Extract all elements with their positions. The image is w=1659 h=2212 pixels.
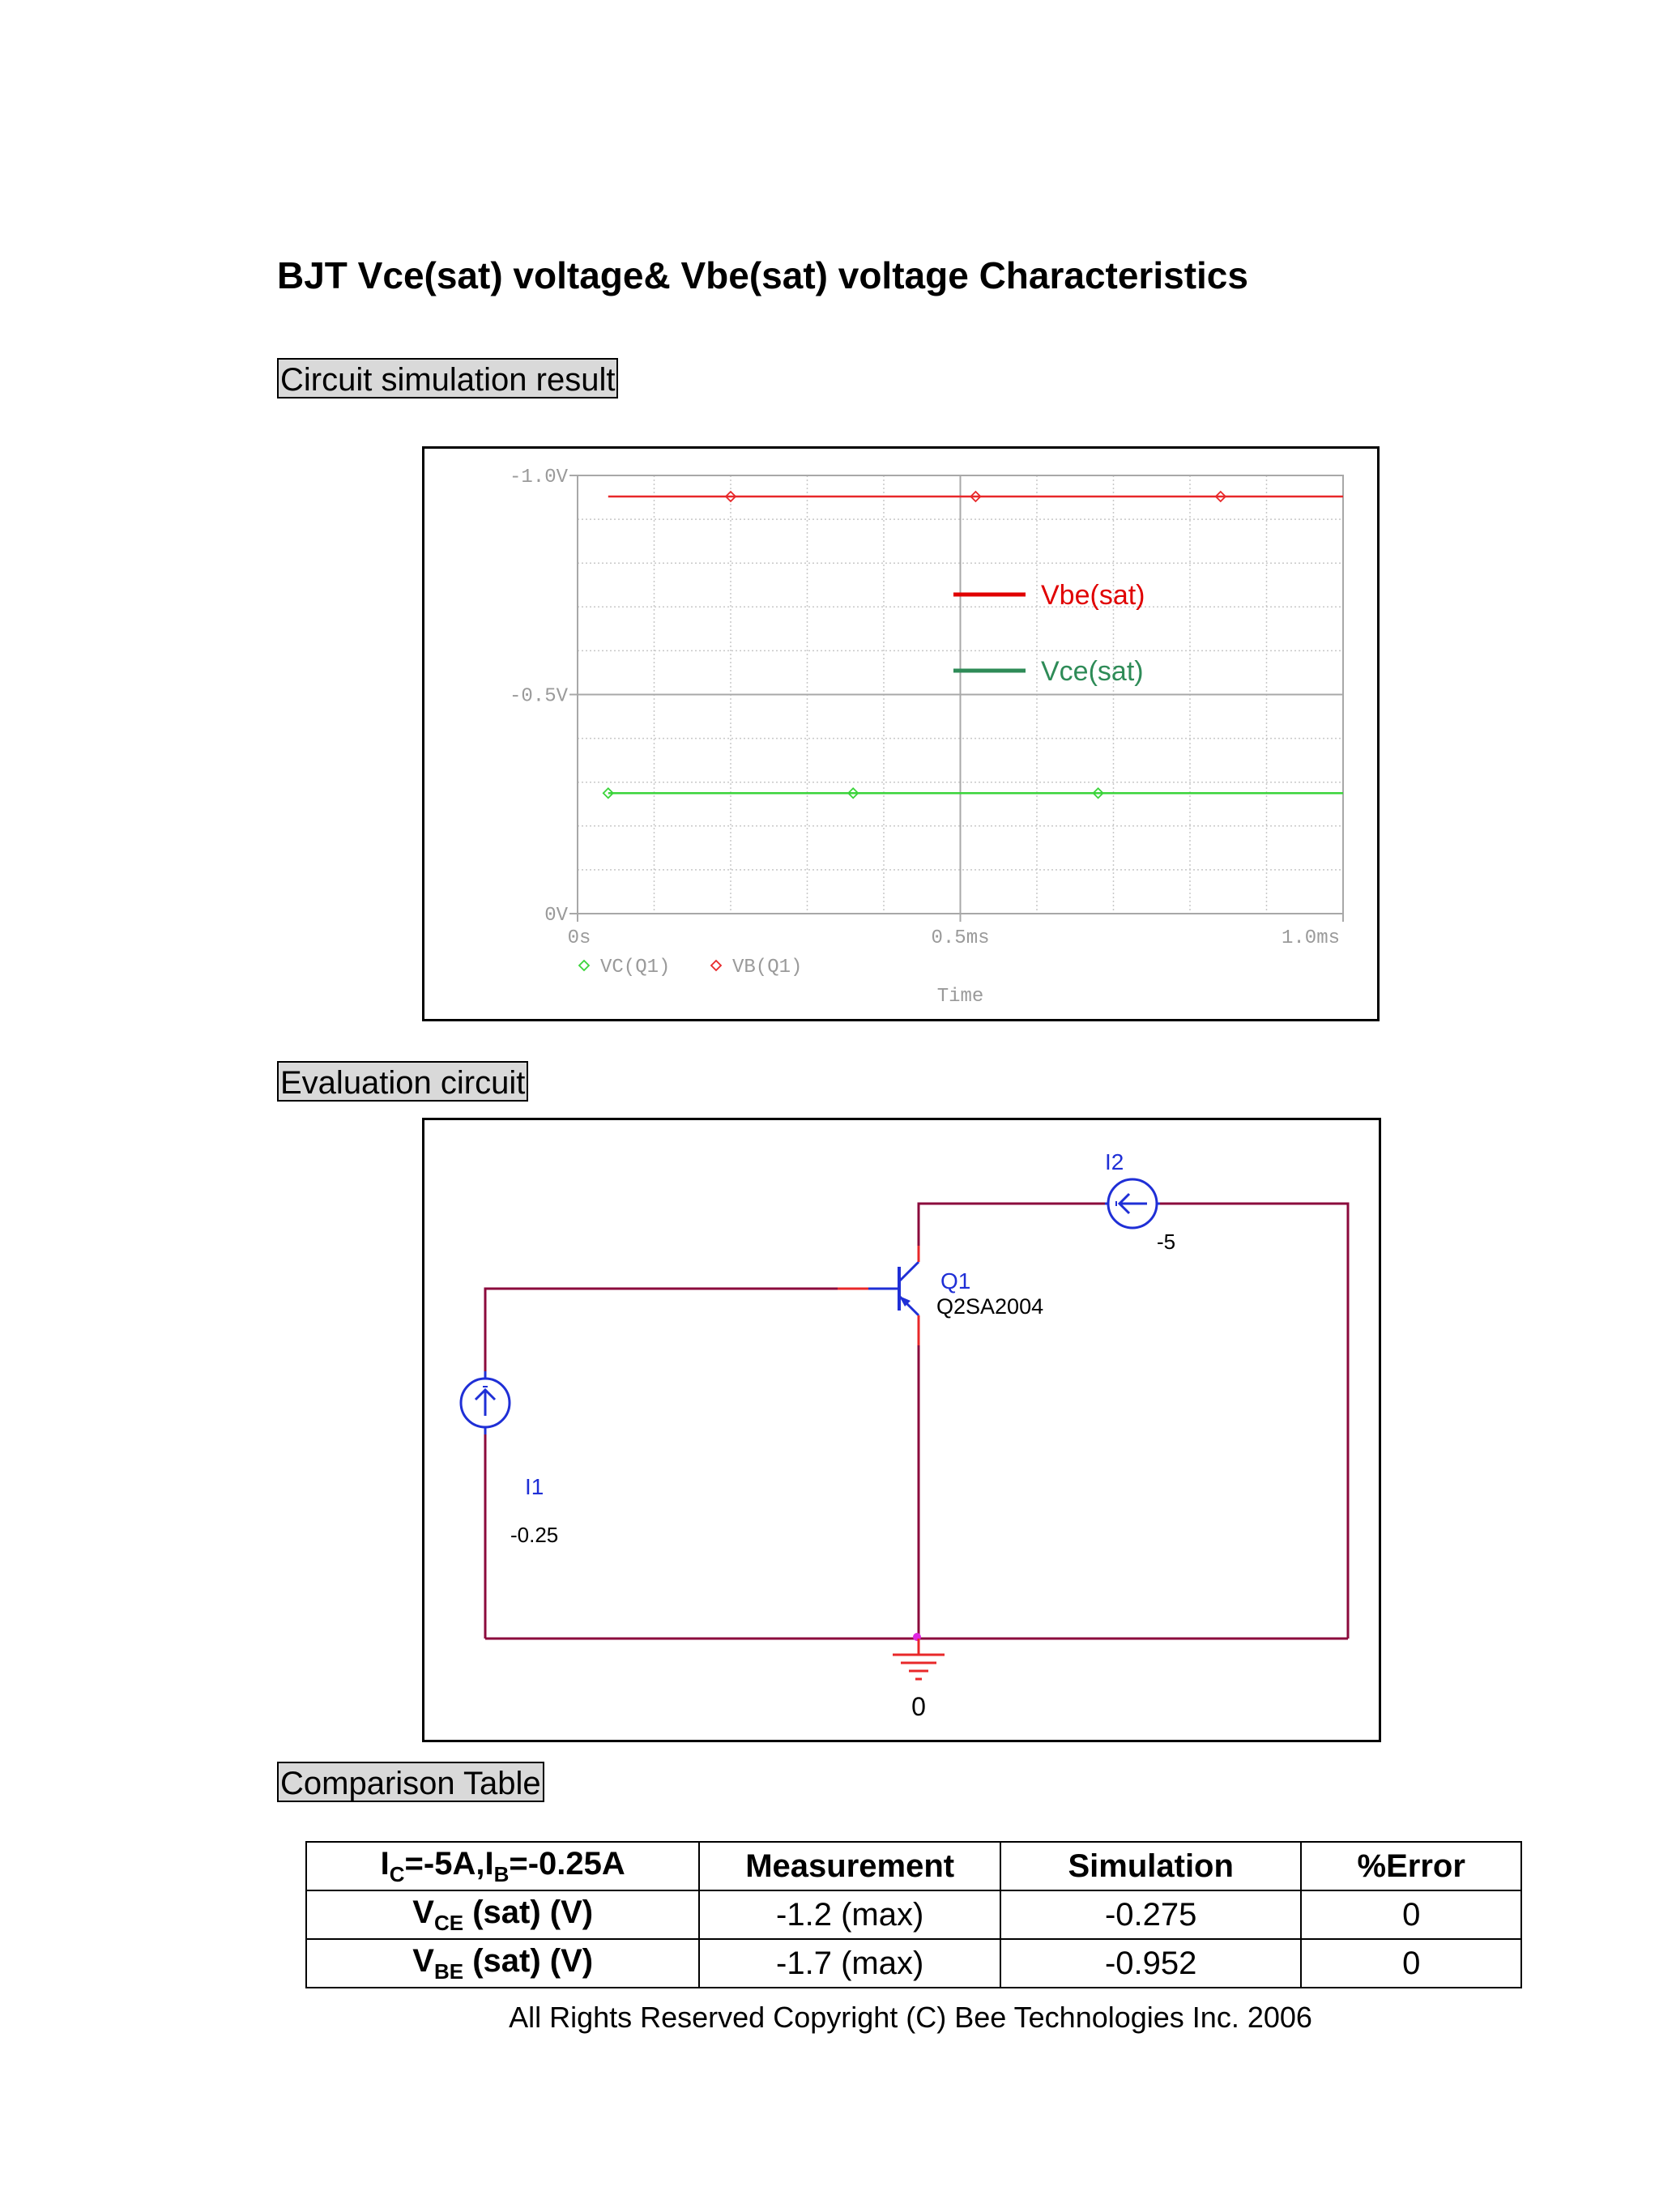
trace-legend-marker [711,961,721,970]
simulation-chart [422,446,1380,1021]
copyright-footer: All Rights Reserved Copyright (C) Bee Technologies Inc. 2006 [509,2001,1312,2034]
section-label-evaluation: Evaluation circuit [277,1061,528,1102]
q1-label: Q1 [940,1268,971,1294]
header-error: %Error [1301,1842,1521,1890]
page-title: BJT Vce(sat) voltage& Vbe(sat) voltage Characteristics [277,254,1248,296]
trace-legend-label: VC(Q1) [600,957,671,978]
y-tick-label: -0.5V [509,685,568,708]
row-param: $V_{BE}$ (sat) (V) [306,1939,699,1988]
section-label-simulation: Circuit simulation result [277,358,618,399]
comparison-table [305,1841,1522,1988]
table-row [306,1939,1521,1988]
i2-label: I2 [1105,1149,1124,1174]
transistor-q1 [838,1246,919,1345]
chart-canvas [424,449,1377,1019]
q1-model: Q2SA2004 [936,1294,1044,1319]
y-tick-label: -1.0V [509,467,568,488]
row-measurement: -1.2 (max) [699,1890,1000,1939]
annotation-label: Vce(sat) [1041,656,1144,687]
ground-label: 0 [911,1692,926,1721]
row-simulation: -0.952 [1000,1939,1301,1988]
circuit-diagram [424,1120,1379,1740]
header-measurement: Measurement [699,1842,1000,1890]
row-param: $V_{CE}$ (sat) (V) [306,1890,699,1939]
x-tick-label: 1.0ms [1281,927,1341,949]
x-axis-label: Time [936,986,984,1008]
i2-value: -5 [1157,1230,1176,1254]
circuit-wires [485,1204,1348,1639]
trace-legend-label: VB(Q1) [732,957,803,978]
evaluation-circuit [422,1118,1381,1742]
row-error: 0 [1301,1890,1521,1939]
row-simulation: -0.275 [1000,1890,1301,1939]
header-condition: $I_C=-5A,I_B=-0.25A$ [306,1842,699,1890]
y-tick-label: 0V [544,905,568,927]
current-source-i2 [1105,1179,1160,1228]
row-error: 0 [1301,1939,1521,1988]
table-header-row [306,1842,1521,1890]
table-row [306,1890,1521,1939]
header-simulation: Simulation [1000,1842,1301,1890]
current-source-i1 [461,1371,510,1434]
x-tick-label: 0s [567,927,591,949]
i1-value: -0.25 [510,1523,559,1547]
x-tick-label: 0.5ms [931,927,990,949]
section-label-comparison: Comparison Table [277,1762,544,1802]
i1-label: I1 [525,1474,544,1499]
row-measurement: -1.7 (max) [699,1939,1000,1988]
trace-legend-marker [579,961,589,970]
annotation-label: Vbe(sat) [1041,580,1145,611]
ground-symbol [893,1633,945,1679]
